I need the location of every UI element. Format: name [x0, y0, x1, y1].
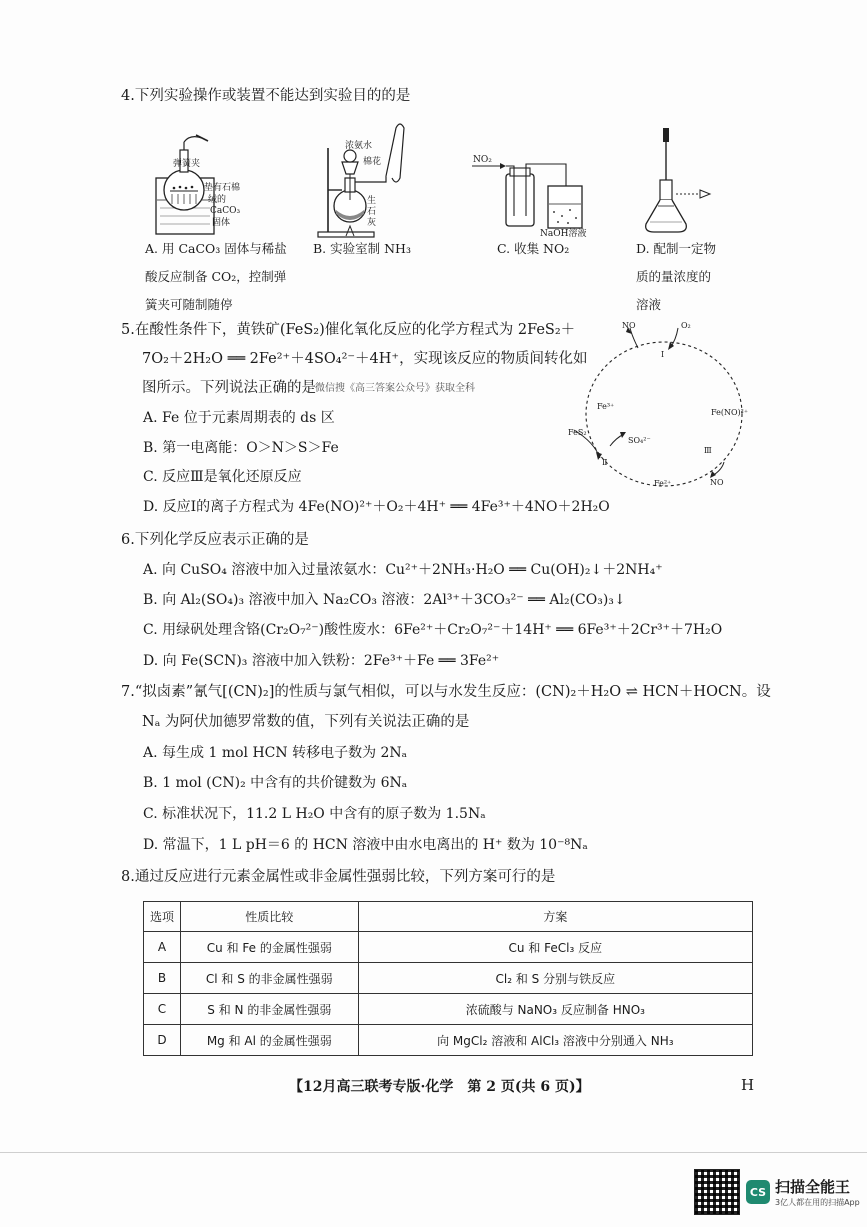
table-cell: 浓硫酸与 NaNO₃ 反应制备 HNO₃: [358, 994, 752, 1025]
q4-option-d-line1: D. 配制一定物: [636, 241, 717, 256]
q8-stem: 8.通过反应进行元素金属性或非金属性强弱比较，下列方案可行的是: [121, 869, 556, 885]
q4-option-d-line2: 质的量浓度的: [636, 269, 712, 284]
table-cell: Cu 和 FeCl₃ 反应: [358, 932, 752, 963]
label-cotton: 棉花: [363, 157, 382, 167]
scan-divider: [0, 1152, 867, 1153]
q5-stem-line2: 7O₂＋2H₂O ══ 2Fe²⁺＋4SO₄²⁻＋4H⁺，实现该反应的物质间转化如: [142, 351, 588, 367]
q6-option-d: D. 向 Fe(SCN)₃ 溶液中加入铁粉：2Fe³⁺＋Fe ══ 3Fe²⁺: [143, 653, 500, 669]
cycle-label-fes2: FeS₂: [568, 428, 587, 437]
q4-option-a-line1: A. 用 CaCO₃ 固体与稀盐: [145, 241, 287, 256]
table-row: [144, 963, 753, 994]
q5-stem-line1: 5.在酸性条件下，黄铁矿(FeS₂)催化氧化反应的化学方程式为 2FeS₂＋: [121, 322, 576, 338]
q5-option-b: B. 第一电离能：O＞N＞S＞Fe: [143, 440, 339, 456]
table-cell: D: [144, 1025, 181, 1056]
table-cell: Cu 和 Fe 的金属性强弱: [180, 932, 358, 963]
q4-option-d-line3: 溶液: [636, 297, 662, 312]
corner-letter: H: [741, 1076, 755, 1094]
q7-option-b: B. 1 mol (CN)₂ 中含有的共价键数为 6Nₐ: [143, 775, 408, 791]
table-row: [144, 994, 753, 1025]
scanner-title: 扫描全能王: [775, 1178, 851, 1196]
cycle-label-o2: O₂: [681, 321, 691, 330]
label-caco3: CaCO₃: [210, 206, 241, 216]
q6-option-a: A. 向 CuSO₄ 溶液中加入过量浓氨水：Cu²⁺＋2NH₃·H₂O ══ Cu(OH)₂↓＋2NH₄⁺: [143, 562, 663, 578]
watermark-text: 微信搜《高三答案公众号》获取全科: [315, 383, 475, 394]
q6-option-b: B. 向 Al₂(SO₄)₃ 溶液中加入 Na₂CO₃ 溶液：2Al³⁺＋3CO₃²⁻ ══ Al₂(CO₃)₃↓: [143, 592, 626, 608]
q8-table: [143, 901, 753, 1056]
table-cell: Mg 和 Al 的金属性强弱: [180, 1025, 358, 1056]
table-cell: 向 MgCl₂ 溶液和 AlCl₃ 溶液中分别通入 NH₃: [358, 1025, 752, 1056]
q4-option-a-line2: 酸反应制备 CO₂，控制弹: [145, 269, 287, 284]
label-quicklime-1: 生: [367, 196, 377, 206]
table-header-scheme: 方案: [358, 902, 752, 932]
q4-option-c: C. 收集 NO₂: [497, 241, 570, 256]
q4-option-b: B. 实验室制 NH₃: [313, 241, 411, 256]
cycle-label-roman-2: Ⅱ: [602, 458, 608, 467]
label-naoh: NaOH溶液: [540, 229, 587, 239]
apparatus-c-drawing: [470, 160, 590, 234]
apparatus-a-drawing: [150, 128, 260, 236]
cycle-label-fe3: Fe³⁺: [597, 402, 615, 411]
table-row: [144, 932, 753, 963]
table-cell: C: [144, 994, 181, 1025]
table-cell: A: [144, 932, 181, 963]
q7-option-d: D. 常温下，1 L pH＝6 的 HCN 溶液中由水电离出的 H⁺ 数为 10⁻⁸Nₐ: [143, 837, 588, 853]
label-quicklime-2: 石: [367, 207, 377, 217]
table-header-option: 选项: [144, 902, 181, 932]
table-header-row: [144, 902, 753, 932]
q5-option-a: A. Fe 位于元素周期表的 ds 区: [143, 410, 335, 426]
q5-stem-line3: 图所示。下列说法正确的是: [142, 380, 316, 396]
label-net: 绒的: [208, 195, 227, 205]
apparatus-d-drawing: [640, 124, 730, 238]
cycle-label-no: NO: [622, 321, 636, 330]
cycle-label-fe-no: Fe(NO)²⁺: [711, 408, 749, 417]
cycle-label-fe2: Fe²⁺: [654, 479, 672, 488]
label-no2: NO₂: [473, 155, 492, 165]
q7-stem-line1: 7.“拟卤素”氰气[(CN)₂]的性质与氯气相似，可以与水发生反应：(CN)₂＋H₂O ⇌ HCN＋HOCN。设: [121, 684, 771, 700]
q5-option-d: D. 反应Ⅰ的离子方程式为 4Fe(NO)²⁺＋O₂＋4H⁺ ══ 4Fe³⁺＋4NO＋2H₂O: [143, 499, 610, 515]
label-cotton-asbestos: 垫有石棉: [204, 183, 241, 193]
fe-cycle-diagram: [560, 318, 760, 490]
cycle-label-no-bottom: NO: [710, 478, 724, 487]
scanner-subtitle: 3亿人都在用的扫描App: [775, 1198, 860, 1207]
table-cell: B: [144, 963, 181, 994]
cycle-label-roman-3: Ⅲ: [704, 446, 712, 455]
q7-stem-line2: Nₐ 为阿伏加德罗常数的值，下列有关说法正确的是: [142, 714, 470, 730]
q5-option-c: C. 反应Ⅲ是氧化还原反应: [143, 469, 302, 485]
label-quicklime-3: 灰: [367, 218, 377, 228]
table-cell: S 和 N 的非金属性强弱: [180, 994, 358, 1025]
q7-option-c: C. 标准状况下，11.2 L H₂O 中含有的原子数为 1.5Nₐ: [143, 806, 486, 822]
scanner-stamp: [694, 1169, 860, 1215]
label-spring-clip: 弹簧夹: [173, 159, 201, 169]
q6-stem: 6.下列化学反应表示正确的是: [121, 532, 309, 548]
table-cell: Cl₂ 和 S 分别与铁反应: [358, 963, 752, 994]
cycle-label-roman-1: Ⅰ: [661, 350, 665, 359]
table-row: [144, 1025, 753, 1056]
q6-option-c: C. 用绿矾处理含铬(Cr₂O₇²⁻)酸性废水：6Fe²⁺＋Cr₂O₇²⁻＋14H⁺ ══ 6Fe³⁺＋2Cr³⁺＋7H₂O: [143, 622, 723, 638]
table-cell: Cl 和 S 的非金属性强弱: [180, 963, 358, 994]
label-conc-ammonia: 浓氨水: [345, 141, 373, 151]
qr-code-icon: [694, 1169, 740, 1215]
q4-option-a-line3: 簧夹可随制随停: [145, 297, 233, 312]
table-header-comparison: 性质比较: [180, 902, 358, 932]
cycle-label-so4: SO₄²⁻: [628, 436, 651, 445]
page-footer: 【12月高三联考专版·化学 第 2 页(共 6 页)】: [289, 1079, 590, 1095]
label-solid: 固体: [212, 218, 231, 228]
camscanner-logo-icon: CS: [746, 1180, 770, 1204]
q4-stem: 4.下列实验操作或装置不能达到实验目的的是: [121, 88, 411, 104]
q7-option-a: A. 每生成 1 mol HCN 转移电子数为 2Nₐ: [143, 745, 408, 761]
